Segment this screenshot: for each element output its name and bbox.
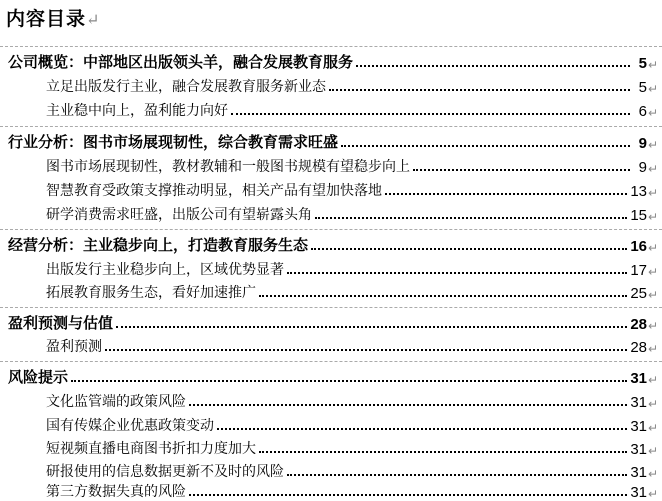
toc-entry[interactable] — [0, 202, 662, 224]
toc-entry[interactable] — [0, 178, 662, 200]
toc-entry[interactable] — [0, 280, 662, 302]
toc-entry-page: 31 — [630, 370, 647, 387]
paragraph-mark-icon: ↵ — [648, 288, 659, 302]
paragraph-mark-icon: ↵ — [648, 319, 659, 333]
paragraph-mark-icon: ↵ — [648, 421, 659, 435]
dot-leader — [189, 404, 627, 406]
dot-leader — [413, 169, 630, 171]
toc-entry-text: 第三方数据失真的风险 — [46, 484, 186, 500]
toc-entry-page: 28 — [630, 339, 647, 356]
dot-leader — [287, 474, 627, 476]
dot-leader — [217, 428, 627, 430]
toc-title-text: 内容目录 — [6, 8, 87, 30]
toc-entry-text: 短视频直播电商图书折扣力度加大 — [46, 441, 256, 457]
paragraph-mark-icon: ↵ — [648, 58, 659, 72]
dot-leader — [259, 295, 627, 297]
toc-entry-page: 5 — [638, 79, 647, 96]
dot-leader — [356, 65, 630, 67]
toc-entry[interactable] — [0, 413, 662, 435]
paragraph-mark-icon: ↵ — [648, 138, 659, 152]
toc-entry-text: 文化监管端的政策风险 — [46, 394, 186, 410]
section-divider — [0, 307, 662, 308]
dot-leader — [329, 89, 630, 91]
toc-entry-page: 9 — [638, 135, 647, 152]
dot-leader — [287, 272, 627, 274]
toc-entry-text: 图书市场展现韧性，教材教辅和一般图书规模有望稳步向上 — [46, 159, 410, 175]
toc-entry-text: 智慧教育受政策支撑推动明显，相关产品有望加快落地 — [46, 183, 382, 199]
dot-leader — [116, 326, 627, 328]
toc-entry[interactable] — [0, 479, 662, 501]
toc-entry-text: 风险提示 — [8, 368, 69, 386]
section-divider — [0, 126, 662, 127]
dot-leader — [341, 145, 630, 147]
toc-entry-text: 拓展教育服务生态，看好加速推广 — [46, 285, 256, 301]
toc-entry-page: 9 — [638, 159, 647, 176]
toc-entry-page: 5 — [638, 55, 647, 72]
toc-entry-text: 盈利预测 — [46, 339, 102, 355]
toc-entry-page: 31 — [630, 464, 647, 481]
toc-entry[interactable] — [0, 389, 662, 411]
toc-entry[interactable] — [0, 311, 662, 333]
toc-entry-page: 31 — [630, 418, 647, 435]
toc-entry-page: 25 — [630, 285, 647, 302]
paragraph-mark-icon: ↵ — [648, 467, 659, 481]
toc-entry-page: 28 — [630, 316, 647, 333]
toc-entry-page: 16 — [630, 238, 647, 255]
toc-entry-text: 出版发行主业稳步向上，区域优势显著 — [46, 262, 284, 278]
dot-leader — [259, 451, 627, 453]
paragraph-mark-icon: ↵ — [648, 487, 659, 501]
toc-entry[interactable] — [0, 365, 662, 387]
toc-entry-text: 立足出版发行主业，融合发展教育服务新业态 — [46, 79, 326, 95]
paragraph-mark-icon: ↵ — [648, 82, 659, 96]
toc-entry-text: 行业分析：图书市场展现韧性，综合教育需求旺盛 — [8, 133, 339, 151]
toc-entry-page: 6 — [638, 103, 647, 120]
paragraph-mark-icon: ↵ — [648, 342, 659, 356]
dot-leader — [71, 380, 627, 382]
toc-entry[interactable] — [0, 98, 662, 120]
toc-entry[interactable] — [0, 130, 662, 152]
paragraph-mark-icon: ↵ — [648, 373, 659, 387]
toc-entry[interactable] — [0, 74, 662, 96]
paragraph-mark-icon: ↵ — [648, 162, 659, 176]
toc-entry-page: 31 — [630, 394, 647, 411]
paragraph-mark-icon: ↵ — [648, 210, 659, 224]
toc-entry-text: 主业稳中向上，盈利能力向好 — [46, 103, 228, 119]
paragraph-mark-icon: ↵ — [648, 397, 659, 411]
toc-entry-text: 公司概览：中部地区出版领头羊，融合发展教育服务 — [8, 53, 354, 71]
toc-entry-text: 经营分析：主业稳步向上，打造教育服务生态 — [8, 236, 309, 254]
section-divider — [0, 46, 662, 47]
section-divider — [0, 361, 662, 362]
dot-leader — [105, 349, 627, 351]
paragraph-mark-icon: ↵ — [648, 444, 659, 458]
paragraph-mark-icon: ↵ — [648, 265, 659, 279]
paragraph-mark-icon: ↵ — [648, 106, 659, 120]
toc-entry[interactable] — [0, 257, 662, 279]
dot-leader — [315, 217, 627, 219]
toc-entry-page: 31 — [630, 441, 647, 458]
section-divider — [0, 229, 662, 230]
paragraph-mark-icon: ↵ — [86, 10, 101, 29]
dot-leader — [385, 193, 627, 195]
toc-entry-page: 13 — [630, 183, 647, 200]
toc-entry-text: 研报使用的信息数据更新不及时的风险 — [46, 464, 284, 480]
toc-entry-page: 15 — [630, 207, 647, 224]
paragraph-mark-icon: ↵ — [648, 241, 659, 255]
toc-entry-text: 盈利预测与估值 — [8, 314, 114, 332]
toc-entry-text: 国有传媒企业优惠政策变动 — [46, 418, 214, 434]
toc-entry-page: 17 — [630, 262, 647, 279]
dot-leader — [189, 494, 627, 496]
toc-entry-page: 31 — [630, 484, 647, 501]
toc-entry-text: 研学消费需求旺盛，出版公司有望崭露头角 — [46, 207, 312, 223]
paragraph-mark-icon: ↵ — [648, 186, 659, 200]
toc-entry[interactable] — [0, 50, 662, 72]
dot-leader — [231, 113, 630, 115]
toc-entry[interactable] — [0, 154, 662, 176]
toc-entry[interactable] — [0, 334, 662, 356]
toc-entry[interactable] — [0, 459, 662, 481]
toc-entry[interactable] — [0, 436, 662, 458]
dot-leader — [311, 248, 627, 250]
toc-entry[interactable] — [0, 233, 662, 255]
